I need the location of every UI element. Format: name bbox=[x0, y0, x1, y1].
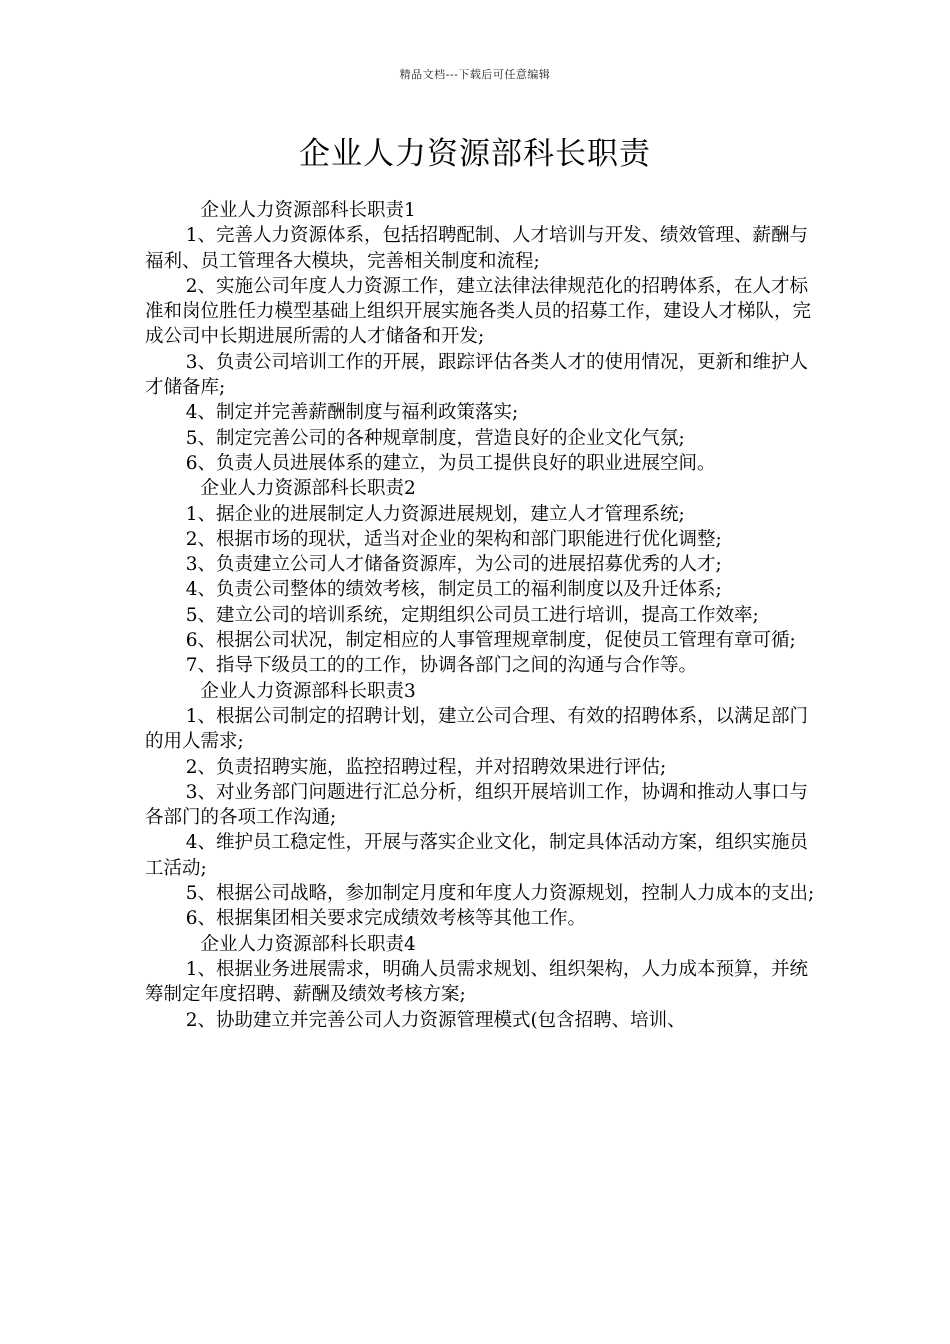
section-heading: 企业人力资源部科长职责3 bbox=[200, 680, 416, 702]
section-heading: 企业人力资源部科长职责1 bbox=[200, 200, 416, 221]
duty-item: 1、完善人力资源体系，包括招聘配制、人才培训与开发、绩效管理、薪酬与福利、员工管理各大模块，完善相关制度和流程; bbox=[145, 225, 808, 272]
duty-item: 4、负责公司整体的绩效考核，制定员工的福利制度以及升迁体系; bbox=[185, 579, 722, 601]
duty-item: 2、实施公司年度人力资源工作，建立法律法律规范化的招聘体系，在人才标准和岗位胜任力模型基础上组织开展实施各类人员的招募工作，建设人才梯队，完成公司中长期进展所需的人才储备和开发; bbox=[145, 275, 812, 348]
duty-item: 2、根据市场的现状，适当对企业的架构和部门职能进行优化调整; bbox=[185, 528, 722, 550]
page-header-note: 精品文档---下载后可任意编辑 bbox=[399, 68, 551, 81]
duty-item: 3、负责建立公司人才储备资源库，为公司的进展招募优秀的人才; bbox=[185, 554, 722, 576]
duty-item: 5、根据公司战略，参加制定月度和年度人力资源规划，控制人力成本的支出; bbox=[185, 883, 815, 905]
duty-item: 4、制定并完善薪酬制度与福利政策落实; bbox=[185, 402, 519, 424]
duty-item: 7、指导下级员工的的工作，协调各部门之间的沟通与合作等。 bbox=[185, 655, 697, 677]
section-heading: 企业人力资源部科长职责4 bbox=[200, 933, 416, 955]
duty-item: 5、建立公司的培训系统，定期组织公司员工进行培训，提高工作效率; bbox=[185, 604, 759, 626]
section-heading: 企业人力资源部科长职责2 bbox=[200, 478, 416, 500]
document-body bbox=[145, 198, 817, 1033]
duty-item: 5、制定完善公司的各种规章制度，营造良好的企业文化气氛; bbox=[185, 427, 685, 449]
duty-item: 6、根据公司状况，制定相应的人事管理规章制度，促使员工管理有章可循; bbox=[185, 630, 796, 652]
duty-item: 3、负责公司培训工作的开展，跟踪评估各类人才的使用情况，更新和维护人才储备库; bbox=[145, 351, 808, 399]
section-4 bbox=[145, 932, 817, 1033]
duty-item: 6、根据集团相关要求完成绩效考核等其他工作。 bbox=[185, 908, 586, 930]
duty-item: 6、负责人员进展体系的建立，为员工提供良好的职业进展空间。 bbox=[185, 452, 716, 474]
duty-item: 2、负责招聘实施，监控招聘过程，并对招聘效果进行评估; bbox=[185, 756, 667, 778]
duty-item: 1、根据业务进展需求，明确人员需求规划、组织架构，人力成本预算，并统筹制定年度招聘、薪酬及绩效考核方案; bbox=[145, 958, 808, 1006]
duty-item: 3、对业务部门问题进行汇总分析，组织开展培训工作，协调和推动人事口与各部门的各项工作沟通; bbox=[145, 781, 808, 829]
duty-item: 1、据企业的进展制定人力资源进展规划，建立人才管理系统; bbox=[185, 503, 685, 525]
document-title: 企业人力资源部科长职责 bbox=[299, 136, 651, 172]
section-2 bbox=[145, 476, 817, 678]
duty-item: 1、根据公司制定的招聘计划，建立公司合理、有效的招聘体系，以满足部门的用人需求; bbox=[145, 705, 808, 753]
duty-item: 2、协助建立并完善公司人力资源管理模式(包含招聘、培训、 bbox=[185, 1009, 686, 1031]
duty-item: 4、维护员工稳定性，开展与落实企业文化，制定具体活动方案，组织实施员工活动; bbox=[145, 832, 808, 879]
section-3 bbox=[145, 679, 817, 932]
section-1 bbox=[145, 198, 817, 476]
